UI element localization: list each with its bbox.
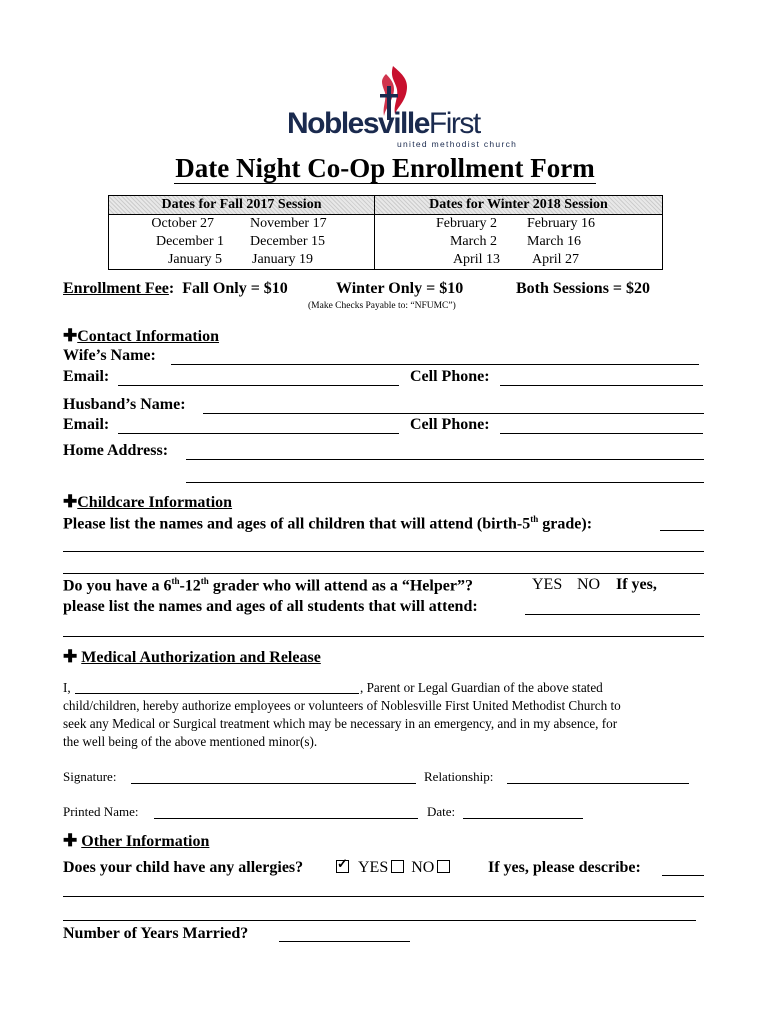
allergies-yes-label: YES [358,859,389,876]
winter-session-header: Dates for Winter 2018 Session [375,196,662,215]
wife-cell-phone-field[interactable] [500,385,703,386]
years-married-label: Number of Years Married? [63,925,249,942]
table-row: April 13 April 27 [452,252,580,267]
cross-icon: ✚ [63,647,78,666]
helper-students-label: please list the names and ages of all students that will attend: [63,598,478,615]
husband-cell-phone-field[interactable] [500,433,703,434]
cross-icon: ✚ [63,831,78,850]
fall-session-header: Dates for Fall 2017 Session [109,196,374,215]
husband-email-field[interactable] [118,433,399,434]
allergies-describe-field-line3[interactable] [63,920,696,921]
checks-payable-note: (Make Checks Payable to: “NFUMC”) [308,301,456,311]
relationship-label: Relationship: [424,769,494,784]
home-address-field-line2[interactable] [186,482,704,483]
allergies-checkbox-row [333,859,450,877]
children-question: Please list the names and ages of all children that will attend (birth-5th grade): [63,514,593,533]
medical-line1: I, [63,680,71,695]
winter-fee: Winter Only = $10 [336,280,464,297]
allergies-no-checkbox[interactable] [437,860,450,873]
relationship-field[interactable] [507,783,689,784]
allergies-describe-label: If yes, please describe: [488,859,641,876]
helper-question: Do you have a 6th-12th grader who will attend as a “Helper”? [63,576,473,595]
medical-line1-post: , Parent or Legal Guardian of the above stated [360,680,603,695]
table-row: March 2 March 16 [449,234,582,249]
signature-field[interactable] [131,783,416,784]
helper-if-yes-label: If yes, [616,576,657,593]
helper-yes-option[interactable]: YES [532,576,563,593]
wife-name-label: Wife’s Name: [63,347,156,364]
winter-session-cell [375,196,663,270]
medical-section-heading: ✚ Medical Authorization and Release [63,647,321,666]
home-address-label: Home Address: [63,442,169,459]
helper-no-option[interactable]: NO [577,576,601,593]
table-row: January 5 January 19 [167,252,314,267]
helper-students-field[interactable] [525,614,700,615]
table-row: October 27 November 17 [151,216,327,231]
medical-line3: seek any Medical or Surgical treatment which may be necessary in an emergency, and in my absence, for [63,716,618,731]
medical-line4: the well being of the above mentioned minor(s). [63,734,318,749]
home-address-field[interactable] [186,459,704,460]
contact-section-heading: ✚Contact Information [63,326,220,345]
allergies-no-label: NO [411,859,435,876]
wife-name-field[interactable] [171,364,699,365]
husband-name-label: Husband’s Name: [63,396,186,413]
fall-session-cell [109,196,375,270]
logo-subtitle: united methodist church [397,139,518,149]
date-label: Date: [427,804,456,819]
printed-name-label: Printed Name: [63,804,139,819]
table-row: December 1 December 15 [155,234,326,249]
cross-icon: ✚ [63,326,78,345]
other-section-heading: ✚ Other Information [63,831,210,850]
signature-label: Signature: [63,769,117,784]
page-title: Date Night Co-Op Enrollment Form [175,153,595,183]
allergies-describe-field[interactable] [662,875,704,876]
wife-email-label: Email: [63,368,110,385]
cross-icon: ✚ [63,492,78,511]
childcare-section-heading: ✚Childcare Information [63,492,233,511]
helper-students-field-line2[interactable] [63,636,704,637]
medical-line2: child/children, hereby authorize employees or volunteers of Noblesville First United Methodist Church to [63,698,621,713]
allergies-question: Does your child have any allergies? [63,859,304,876]
both-sessions-fee: Both Sessions = $20 [516,280,651,297]
children-field[interactable] [660,530,704,531]
husband-name-field[interactable] [203,413,704,414]
wife-email-field[interactable] [118,385,399,386]
husband-cell-phone-label: Cell Phone: [410,416,490,433]
allergies-describe-field-line2[interactable] [63,896,704,897]
allergies-yes-checkbox[interactable] [391,860,404,873]
table-row: February 2 February 16 [435,216,596,231]
session-dates-table [108,195,663,270]
allergies-checkbox[interactable] [336,860,349,873]
date-field[interactable] [463,818,583,819]
children-field-line3[interactable] [63,573,704,574]
husband-email-label: Email: [63,416,110,433]
guardian-name-field[interactable] [75,693,359,694]
wife-cell-phone-label: Cell Phone: [410,368,490,385]
printed-name-field[interactable] [154,818,418,819]
logo-wordmark: NoblesvilleFirst [287,107,480,140]
children-field-line2[interactable] [63,551,704,552]
years-married-field[interactable] [279,941,410,942]
enrollment-fee-row: Enrollment Fee: Fall Only = $10 [63,280,288,297]
